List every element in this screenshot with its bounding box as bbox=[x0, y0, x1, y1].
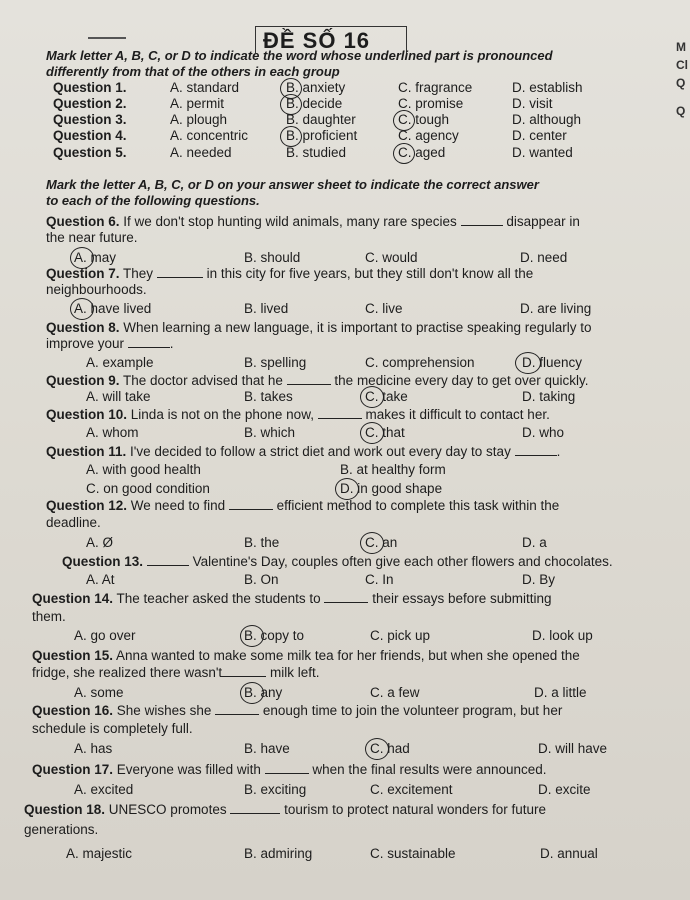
option-d[interactable]: D. establish bbox=[512, 80, 583, 95]
question-14-stem-cont: them. bbox=[32, 609, 66, 624]
option-d[interactable]: D. By bbox=[522, 572, 556, 587]
option-b[interactable]: B. decide bbox=[286, 96, 343, 111]
option-b[interactable]: B. admiring bbox=[244, 846, 313, 861]
question-7-stem-cont: neighbourhoods. bbox=[46, 282, 147, 297]
question-9-stem: Question 9. The doctor advised that he the medicine every day to get over quickly. bbox=[46, 373, 589, 388]
option-c[interactable]: C. a few bbox=[370, 685, 420, 700]
answer-circle-mark bbox=[365, 738, 389, 760]
margin-cut-text: Cl bbox=[676, 58, 688, 72]
question-14-stem: Question 14. The teacher asked the students to their essays before submitting bbox=[32, 591, 552, 606]
question-12-stem-cont: deadline. bbox=[46, 515, 101, 530]
option-a[interactable]: A. At bbox=[86, 572, 115, 587]
option-a[interactable]: A. have lived bbox=[74, 301, 152, 316]
option-a[interactable]: A. plough bbox=[170, 112, 228, 127]
answer-circle-mark bbox=[70, 298, 94, 320]
option-c[interactable]: C. excitement bbox=[370, 782, 453, 797]
margin-cut-text: M bbox=[676, 40, 686, 54]
option-c[interactable]: C. agency bbox=[398, 128, 459, 143]
option-b[interactable]: B. at healthy form bbox=[340, 462, 446, 477]
option-d[interactable]: D. a bbox=[522, 535, 547, 550]
option-a[interactable]: A. Ø bbox=[86, 535, 114, 550]
question-15-stem: Question 15. Anna wanted to make some milk tea for her friends, but when she opened the bbox=[32, 648, 580, 663]
option-c[interactable]: C. tough bbox=[398, 112, 450, 127]
answer-circle-mark bbox=[240, 682, 264, 704]
option-d[interactable]: D. a little bbox=[534, 685, 587, 700]
question-16-stem-cont: schedule is completely full. bbox=[32, 721, 193, 736]
option-a[interactable]: A. with good health bbox=[86, 462, 201, 477]
option-a[interactable]: A. has bbox=[74, 741, 113, 756]
answer-circle-mark bbox=[280, 126, 302, 147]
option-b[interactable]: B. studied bbox=[286, 145, 347, 160]
option-b[interactable]: B. which bbox=[244, 425, 296, 440]
option-d[interactable]: D. excite bbox=[538, 782, 591, 797]
option-a[interactable]: A. go over bbox=[74, 628, 136, 643]
option-c[interactable]: C. had bbox=[370, 741, 410, 756]
option-b[interactable]: B. exciting bbox=[244, 782, 307, 797]
option-a[interactable]: A. majestic bbox=[66, 846, 133, 861]
question-18-stem: Question 18. UNESCO promotes tourism to protect natural wonders for future bbox=[24, 802, 546, 817]
option-d[interactable]: D. in good shape bbox=[340, 481, 443, 496]
option-c[interactable]: C. promise bbox=[398, 96, 464, 111]
option-a[interactable]: A. may bbox=[74, 250, 117, 265]
option-b[interactable]: B. proficient bbox=[286, 128, 358, 143]
answer-circle-mark bbox=[360, 532, 384, 554]
option-d[interactable]: D. need bbox=[520, 250, 568, 265]
question-11-stem: Question 11. I've decided to follow a strict diet and work out every day to stay . bbox=[46, 444, 561, 459]
section2-instruction-line2: to each of the following questions. bbox=[46, 193, 260, 208]
option-c[interactable]: C. fragrance bbox=[398, 80, 473, 95]
option-a[interactable]: A. concentric bbox=[170, 128, 249, 143]
page-title: ĐỀ SỐ 16 bbox=[263, 28, 371, 53]
option-d[interactable]: D. who bbox=[522, 425, 565, 440]
option-b[interactable]: B. the bbox=[244, 535, 280, 550]
question-label: Question 4. bbox=[53, 128, 127, 143]
question-10-stem: Question 10. Linda is not on the phone now, makes it difficult to contact her. bbox=[46, 407, 550, 422]
answer-circle-mark bbox=[515, 352, 541, 374]
question-17-stem: Question 17. Everyone was filled with when the final results were announced. bbox=[32, 762, 547, 777]
option-d[interactable]: D. wanted bbox=[512, 145, 573, 160]
option-b[interactable]: B. takes bbox=[244, 389, 293, 404]
option-a[interactable]: A. example bbox=[86, 355, 154, 370]
option-b[interactable]: B. anxiety bbox=[286, 80, 346, 95]
option-d[interactable]: D. will have bbox=[538, 741, 608, 756]
option-a[interactable]: A. permit bbox=[170, 96, 225, 111]
question-7-stem: Question 7. They in this city for five years, but they still don't know all the bbox=[46, 266, 534, 281]
question-label: Question 2. bbox=[53, 96, 127, 111]
option-c[interactable]: C. pick up bbox=[370, 628, 431, 643]
answer-circle-mark bbox=[360, 422, 384, 444]
answer-circle-mark bbox=[335, 478, 359, 500]
option-a[interactable]: A. standard bbox=[170, 80, 240, 95]
question-16-stem: Question 16. She wishes she enough time to join the volunteer program, but her bbox=[32, 703, 563, 718]
question-8-stem-cont: improve your . bbox=[46, 336, 174, 351]
question-6-stem: Question 6. If we don't stop hunting wild animals, many rare species disappear in bbox=[46, 214, 580, 229]
option-c[interactable]: C. that bbox=[365, 425, 405, 440]
question-15-stem-cont: fridge, she realized there wasn't milk left. bbox=[32, 665, 320, 680]
question-label: Question 5. bbox=[53, 145, 127, 160]
option-c[interactable]: C. on good condition bbox=[86, 481, 210, 496]
margin-cut-text: Q bbox=[676, 104, 686, 118]
option-d[interactable]: D. taking bbox=[522, 389, 576, 404]
question-label: Question 1. bbox=[53, 80, 127, 95]
option-c[interactable]: C. In bbox=[365, 572, 394, 587]
option-c[interactable]: C. would bbox=[365, 250, 418, 265]
option-b[interactable]: B. daughter bbox=[286, 112, 356, 127]
option-a[interactable]: A. excited bbox=[74, 782, 134, 797]
decorative-dash bbox=[88, 37, 126, 39]
option-d[interactable]: D. fluency bbox=[522, 355, 583, 370]
option-c[interactable]: C. take bbox=[365, 389, 408, 404]
option-a[interactable]: A. will take bbox=[86, 389, 151, 404]
option-b[interactable]: B. lived bbox=[244, 301, 289, 316]
option-c[interactable]: C. aged bbox=[398, 145, 446, 160]
option-b[interactable]: B. copy to bbox=[244, 628, 305, 643]
question-13-stem: Question 13. Valentine's Day, couples often give each other flowers and chocolates. bbox=[62, 554, 613, 569]
option-c[interactable]: C. an bbox=[365, 535, 398, 550]
option-d[interactable]: D. look up bbox=[532, 628, 593, 643]
question-6-stem-cont: the near future. bbox=[46, 230, 138, 245]
option-b[interactable]: B. should bbox=[244, 250, 301, 265]
section1-instruction-line2: differently from that of the others in each group bbox=[46, 64, 340, 79]
option-a[interactable]: A. some bbox=[74, 685, 124, 700]
option-b[interactable]: B. have bbox=[244, 741, 290, 756]
option-a[interactable]: A. whom bbox=[86, 425, 139, 440]
option-b[interactable]: B. On bbox=[244, 572, 279, 587]
question-18-stem-cont: generations. bbox=[24, 822, 99, 837]
answer-circle-mark bbox=[393, 143, 415, 164]
question-label: Question 3. bbox=[53, 112, 127, 127]
option-c[interactable]: C. sustainable bbox=[370, 846, 456, 861]
option-c[interactable]: C. live bbox=[365, 301, 403, 316]
option-d[interactable]: D. center bbox=[512, 128, 567, 143]
answer-circle-mark bbox=[240, 625, 264, 647]
answer-circle-mark bbox=[360, 386, 384, 408]
option-c[interactable]: C. comprehension bbox=[365, 355, 475, 370]
option-d[interactable]: D. visit bbox=[512, 96, 553, 111]
section1-instruction-line1: Mark letter A, B, C, or D to indicate the word whose underlined part is pronounced bbox=[46, 48, 553, 63]
option-a[interactable]: A. needed bbox=[170, 145, 232, 160]
option-b[interactable]: B. any bbox=[244, 685, 283, 700]
option-b[interactable]: B. spelling bbox=[244, 355, 307, 370]
question-8-stem: Question 8. When learning a new language, it is important to practise speaking regularly to bbox=[46, 320, 592, 335]
question-12-stem: Question 12. We need to find efficient method to complete this task within the bbox=[46, 498, 560, 513]
option-d[interactable]: D. are living bbox=[520, 301, 592, 316]
option-d[interactable]: D. although bbox=[512, 112, 582, 127]
margin-cut-text: Q bbox=[676, 76, 686, 90]
option-d[interactable]: D. annual bbox=[540, 846, 598, 861]
section2-instruction-line1: Mark the letter A, B, C, or D on your answer sheet to indicate the correct answer bbox=[46, 177, 539, 192]
